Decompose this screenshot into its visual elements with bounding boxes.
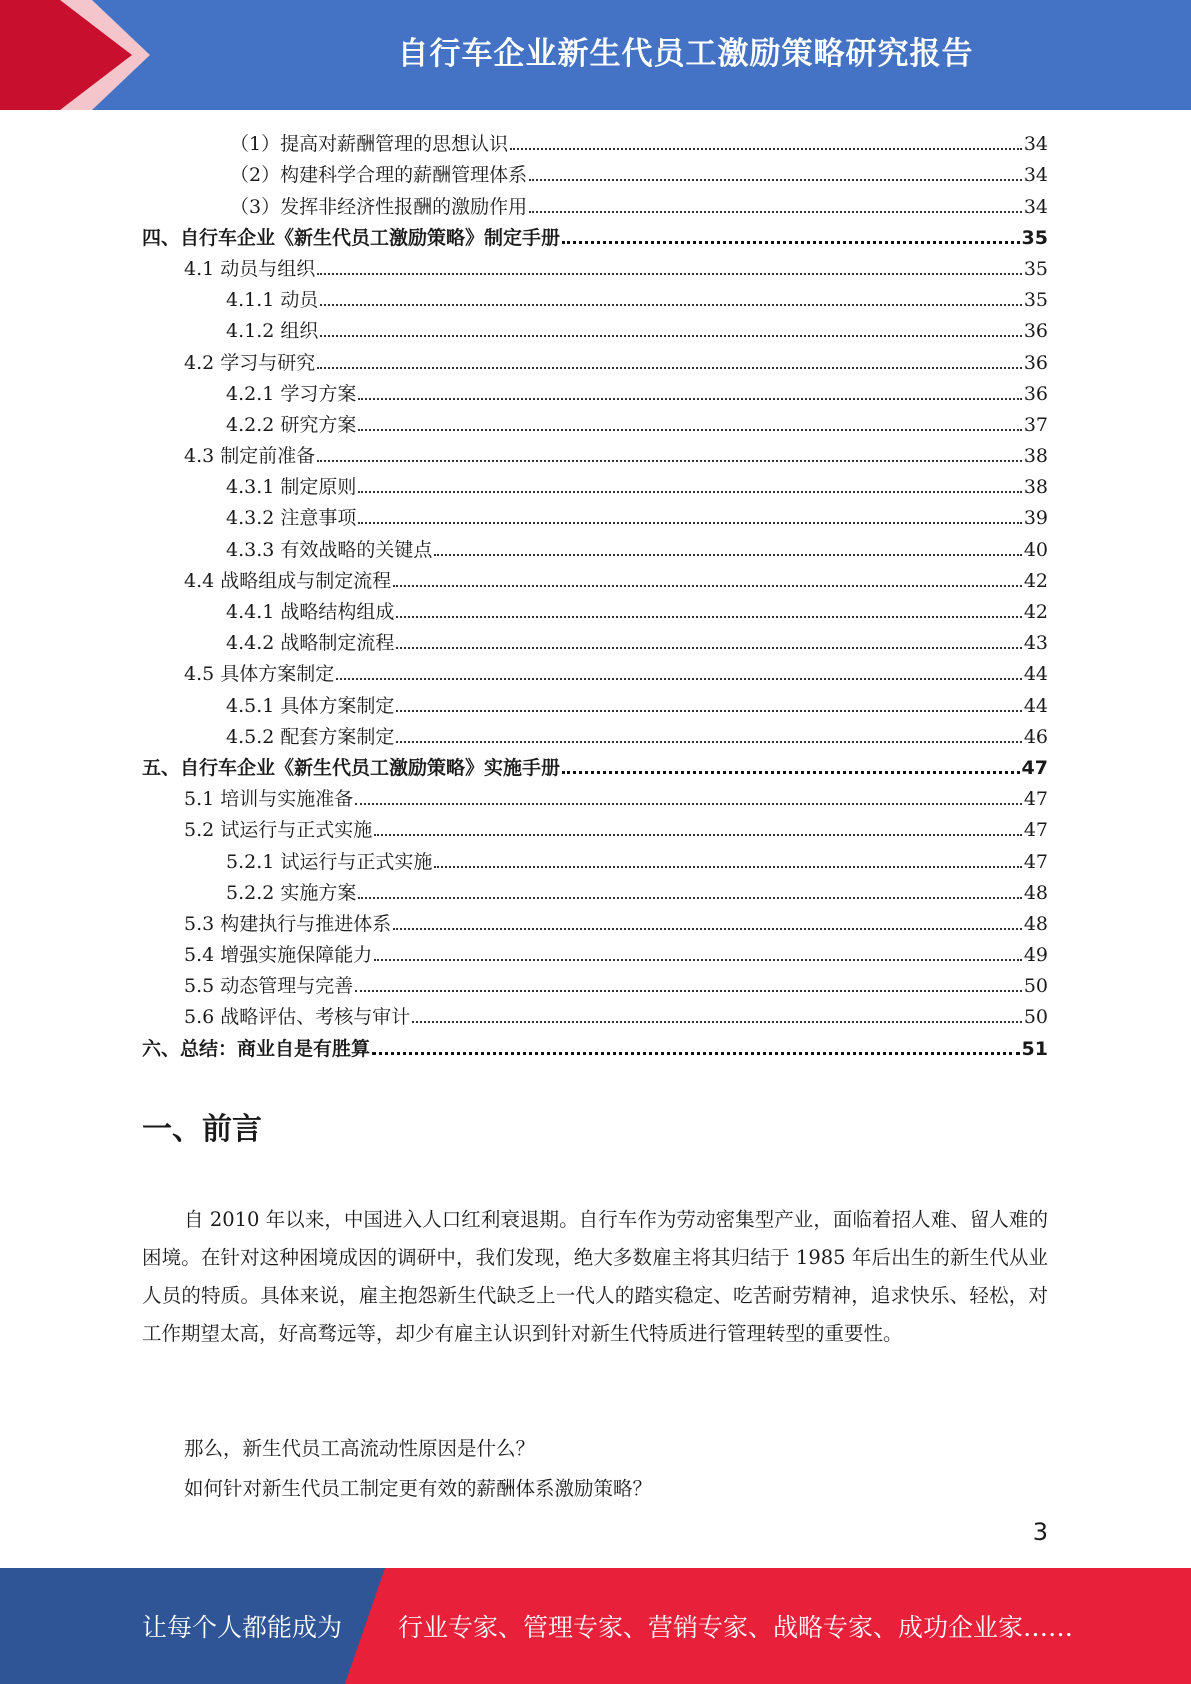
toc-dot-leader	[336, 678, 1022, 680]
toc-entry-title: 4.2.2 研究方案	[226, 413, 357, 436]
toc-entry-page: 36	[1023, 351, 1048, 374]
toc-entry[interactable]	[142, 908, 1048, 939]
page-number: 3	[1032, 1518, 1048, 1546]
question-1: 那么，新生代员工高流动性原因是什么？	[184, 1437, 536, 1460]
toc-entry[interactable]	[142, 409, 1048, 440]
toc-entry[interactable]	[142, 253, 1048, 284]
toc-entry-page: 51	[1021, 1037, 1048, 1060]
toc-dot-leader	[358, 398, 1021, 400]
toc-entry-page: 48	[1023, 881, 1048, 904]
toc-dot-leader	[358, 897, 1021, 899]
toc-dot-leader	[510, 148, 1022, 150]
header-title: 自行车企业新生代员工激励策略研究报告	[397, 35, 974, 72]
toc-entry-title: 4.3.1 制定原则	[226, 476, 357, 499]
toc-entry[interactable]	[142, 378, 1048, 409]
toc-entry[interactable]	[142, 939, 1048, 970]
toc-entry-page: 46	[1023, 725, 1048, 748]
toc-entry-page: 34	[1023, 133, 1048, 156]
toc-entry[interactable]	[142, 689, 1048, 720]
toc-dot-leader	[372, 1052, 1020, 1055]
table-of-contents	[142, 128, 1048, 1064]
toc-dot-leader	[374, 959, 1022, 961]
toc-entry-page: 38	[1023, 445, 1048, 468]
toc-entry-title: 4.2.1 学习方案	[226, 382, 357, 405]
toc-entry-page: 34	[1023, 164, 1048, 187]
toc-dot-leader	[317, 273, 1022, 275]
toc-entry-title: 4.1.2 组织	[226, 320, 319, 343]
page-header	[0, 0, 1191, 110]
toc-dot-leader	[529, 179, 1022, 181]
footer-slogan-right: 行业专家、管理专家、营销专家、战略专家、成功企业家……	[398, 1613, 1074, 1642]
page-footer	[0, 1568, 1191, 1684]
toc-entry-title: 5.2.2 实施方案	[226, 881, 357, 904]
toc-dot-leader	[434, 554, 1021, 556]
toc-entry[interactable]	[142, 658, 1048, 689]
section-heading: 一、前言	[142, 1112, 262, 1147]
toc-entry-page: 34	[1023, 195, 1048, 218]
toc-entry-title: （1）提高对薪酬管理的思想认识	[230, 133, 509, 156]
toc-entry[interactable]	[142, 502, 1048, 533]
toc-dot-leader	[320, 304, 1021, 306]
toc-dot-leader	[358, 491, 1021, 493]
toc-entry-page: 47	[1023, 788, 1048, 811]
toc-entry[interactable]	[142, 814, 1048, 845]
toc-entry-page: 38	[1023, 476, 1048, 499]
toc-entry-title: 4.4.1 战略结构组成	[226, 601, 395, 623]
toc-entry-page: 44	[1023, 694, 1048, 717]
toc-entry-title: 4.4 战略组成与制定流程	[184, 569, 392, 592]
toc-entry[interactable]	[142, 533, 1048, 564]
toc-entry-title: 四、自行车企业《新生代员工激励策略》制定手册	[142, 226, 561, 249]
toc-entry-title: （3）发挥非经济性报酬的激励作用	[230, 195, 528, 218]
toc-entry-title: 4.2 学习与研究	[184, 351, 316, 374]
toc-entry-title: 4.1.1 动员	[226, 289, 319, 312]
toc-entry-page: 47	[1023, 819, 1048, 842]
toc-entry-title: 4.5.1 具体方案制定	[226, 694, 395, 717]
toc-entry-title: 5.3 构建执行与推进体系	[184, 912, 392, 935]
toc-dot-leader	[317, 460, 1022, 462]
toc-entry-title: 五、自行车企业《新生代员工激励策略》实施手册	[142, 756, 561, 779]
toc-dot-leader	[320, 335, 1021, 337]
toc-dot-leader	[358, 429, 1021, 431]
toc-entry-title: 4.3.3 有效战略的关键点	[226, 538, 433, 561]
toc-entry-title: 六、总结：商业自是有胜算	[142, 1037, 371, 1060]
toc-entry[interactable]	[142, 128, 1048, 159]
toc-entry-page: 50	[1023, 1006, 1048, 1029]
toc-dot-leader	[412, 1021, 1022, 1023]
toc-entry[interactable]	[142, 877, 1048, 908]
toc-entry-title: 5.2.1 试运行与正式实施	[226, 850, 433, 873]
toc-entry[interactable]	[142, 190, 1048, 221]
toc-dot-leader	[374, 834, 1022, 836]
question-2: 如何针对新生代员工制定更有效的薪酬体系激励策略？	[184, 1477, 653, 1500]
toc-entry[interactable]	[142, 783, 1048, 814]
toc-entry[interactable]	[142, 752, 1048, 783]
toc-entry-title: 4.4.2 战略制定流程	[226, 632, 395, 655]
toc-entry-page: 35	[1021, 226, 1048, 249]
toc-entry-page: 47	[1023, 850, 1048, 873]
toc-entry[interactable]	[142, 970, 1048, 1001]
toc-entry-page: 43	[1023, 632, 1048, 655]
toc-entry[interactable]	[142, 1001, 1048, 1032]
toc-dot-leader	[393, 928, 1022, 930]
toc-entry-page: 39	[1023, 507, 1048, 530]
toc-dot-leader	[355, 990, 1022, 992]
toc-entry-title: 4.3.2 注意事项	[226, 507, 357, 530]
toc-entry-title: 5.5 动态管理与完善	[184, 975, 354, 998]
toc-entry-title: 4.3 制定前准备	[184, 445, 316, 468]
toc-dot-leader	[317, 367, 1022, 369]
toc-entry-page: 35	[1023, 257, 1048, 280]
toc-entry-title: （2）构建科学合理的薪酬管理体系	[230, 164, 528, 187]
toc-dot-leader	[358, 522, 1021, 524]
toc-entry-page: 36	[1023, 320, 1048, 343]
toc-dot-leader	[562, 771, 1020, 774]
toc-dot-leader	[396, 710, 1021, 712]
toc-entry[interactable]	[142, 721, 1048, 752]
toc-entry-page: 37	[1023, 413, 1048, 436]
toc-entry[interactable]	[142, 284, 1048, 315]
toc-entry-page: 35	[1023, 289, 1048, 312]
toc-entry-page: 48	[1023, 912, 1048, 935]
footer-slogan-left: 让每个人都能成为	[142, 1613, 343, 1642]
toc-entry[interactable]	[142, 315, 1048, 346]
toc-entry[interactable]	[142, 596, 1048, 627]
toc-entry[interactable]	[142, 471, 1048, 502]
toc-entry-title: 5.4 增强实施保障能力	[184, 944, 373, 967]
toc-entry-title: 4.5 具体方案制定	[184, 663, 335, 686]
toc-entry-page: 44	[1023, 663, 1048, 686]
toc-entry-title: 4.5.2 配套方案制定	[226, 725, 395, 748]
toc-dot-leader	[396, 647, 1021, 649]
header-arrow-graphic	[0, 0, 200, 110]
toc-entry-page: 40	[1023, 538, 1048, 561]
intro-paragraph: 自 2010 年以来，中国进入人口红利衰退期。自行车作为劳动密集型产业，面临着招人难、留人难的困境。在针对这种困境成因的调研中，我们发现，绝大多数雇主将其归结于 1985 年后出生的新生代从业人员的特质。具体来说，雇主抱怨新生代缺乏上一代人的踏实稳定、吃苦耐劳精神，追求快乐、轻松，对工作期望太高，好高骛远等，却少有雇主认识到针对新生代特质进行管理转型的重要性。	[142, 1208, 1048, 1345]
toc-dot-leader	[396, 741, 1021, 743]
toc-entry[interactable]	[142, 440, 1048, 471]
toc-entry-page: 50	[1023, 975, 1048, 998]
toc-entry-page: 42	[1023, 569, 1048, 592]
toc-dot-leader	[562, 241, 1020, 244]
toc-entry-page: 42	[1023, 601, 1048, 623]
toc-entry[interactable]	[142, 159, 1048, 190]
toc-entry-page: 36	[1023, 382, 1048, 405]
toc-entry-page: 49	[1023, 944, 1048, 967]
toc-dot-leader	[393, 585, 1022, 587]
toc-entry[interactable]	[142, 565, 1048, 596]
toc-entry[interactable]	[142, 346, 1048, 377]
toc-entry-title: 5.6 战略评估、考核与审计	[184, 1006, 411, 1029]
toc-entry[interactable]	[142, 222, 1048, 253]
toc-dot-leader	[396, 616, 1021, 618]
toc-dot-leader	[355, 803, 1022, 805]
toc-entry-title: 4.1 动员与组织	[184, 257, 316, 280]
toc-entry[interactable]	[142, 627, 1048, 658]
toc-entry[interactable]	[142, 845, 1048, 876]
toc-entry-title: 5.1 培训与实施准备	[184, 788, 354, 811]
toc-dot-leader	[434, 866, 1021, 868]
toc-entry[interactable]	[142, 1032, 1048, 1063]
toc-entry-page: 47	[1021, 756, 1048, 779]
toc-entry-title: 5.2 试运行与正式实施	[184, 819, 373, 842]
toc-dot-leader	[529, 211, 1022, 213]
